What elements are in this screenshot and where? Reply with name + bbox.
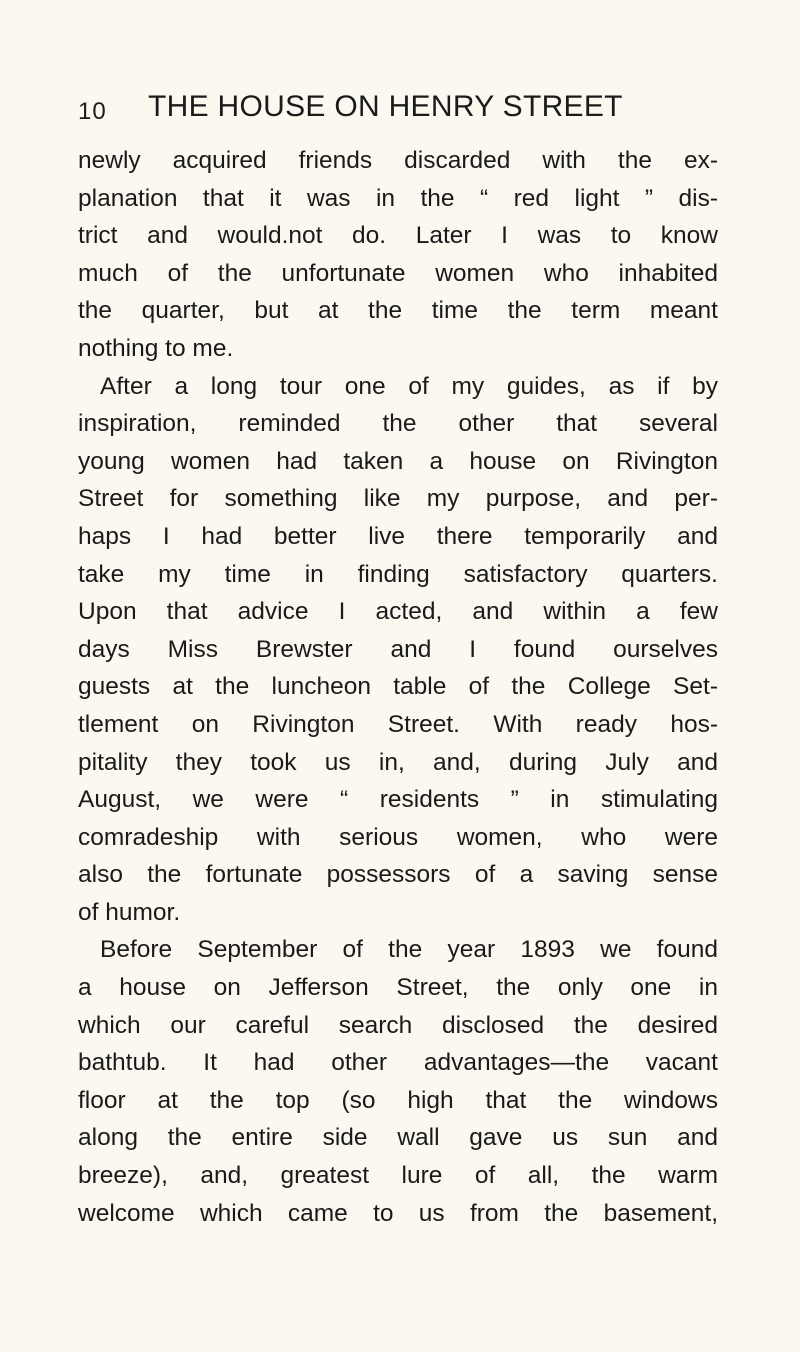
text-line: comradeship with serious women, who were [78, 823, 718, 851]
text-line: tlement on Rivington Street. With ready hos- [78, 710, 718, 738]
page-number: 10 [78, 98, 107, 125]
text-line: Before September of the year 1893 we found [100, 936, 718, 964]
text-line: bathtub. It had other advantages—the vacant [78, 1049, 718, 1077]
text-line: which our careful search disclosed the desired [78, 1011, 718, 1039]
text-line: floor at the top (so high that the windows [78, 1086, 718, 1114]
text-line: After a long tour one of my guides, as if by [100, 372, 718, 400]
text-line: welcome which came to us from the basement, [78, 1199, 718, 1227]
page-header [78, 90, 718, 134]
text-line: inspiration, reminded the other that several [78, 410, 718, 438]
text-line: trict and would.not do. Later I was to know [78, 222, 718, 250]
text-line: pitality they took us in, and, during July and [78, 748, 718, 776]
text-line: newly acquired friends discarded with the ex- [78, 147, 718, 174]
text-line: nothing to me. [78, 334, 234, 362]
text-line: days Miss Brewster and I found ourselves [78, 635, 718, 663]
text-line: haps I had better live there temporarily and [78, 522, 718, 550]
text-line: along the entire side wall gave us sun and [78, 1124, 718, 1152]
text-line: of humor. [78, 898, 181, 926]
text-line: young women had taken a house on Rivington [78, 447, 718, 475]
text-line: the quarter, but at the time the term meant [78, 297, 718, 325]
text-line: much of the unfortunate women who inhabited [78, 259, 718, 287]
text-line: guests at the luncheon table of the College Set- [78, 673, 718, 701]
text-line: planation that it was in the “ red light ” dis- [78, 184, 718, 212]
text-line: breeze), and, greatest lure of all, the warm [78, 1162, 718, 1190]
text-line: a house on Jefferson Street, the only one in [78, 974, 718, 1002]
text-line: Street for something like my purpose, and per- [78, 485, 718, 513]
text-line: take my time in finding satisfactory quarters. [78, 560, 718, 588]
text-line: also the fortunate possessors of a saving sense [78, 861, 718, 889]
text-line: Upon that advice I acted, and within a few [78, 598, 718, 626]
running-head: THE HOUSE ON HENRY STREET [148, 90, 623, 123]
text-line: August, we were “ residents ” in stimulating [78, 786, 718, 814]
body-text [78, 142, 718, 1232]
